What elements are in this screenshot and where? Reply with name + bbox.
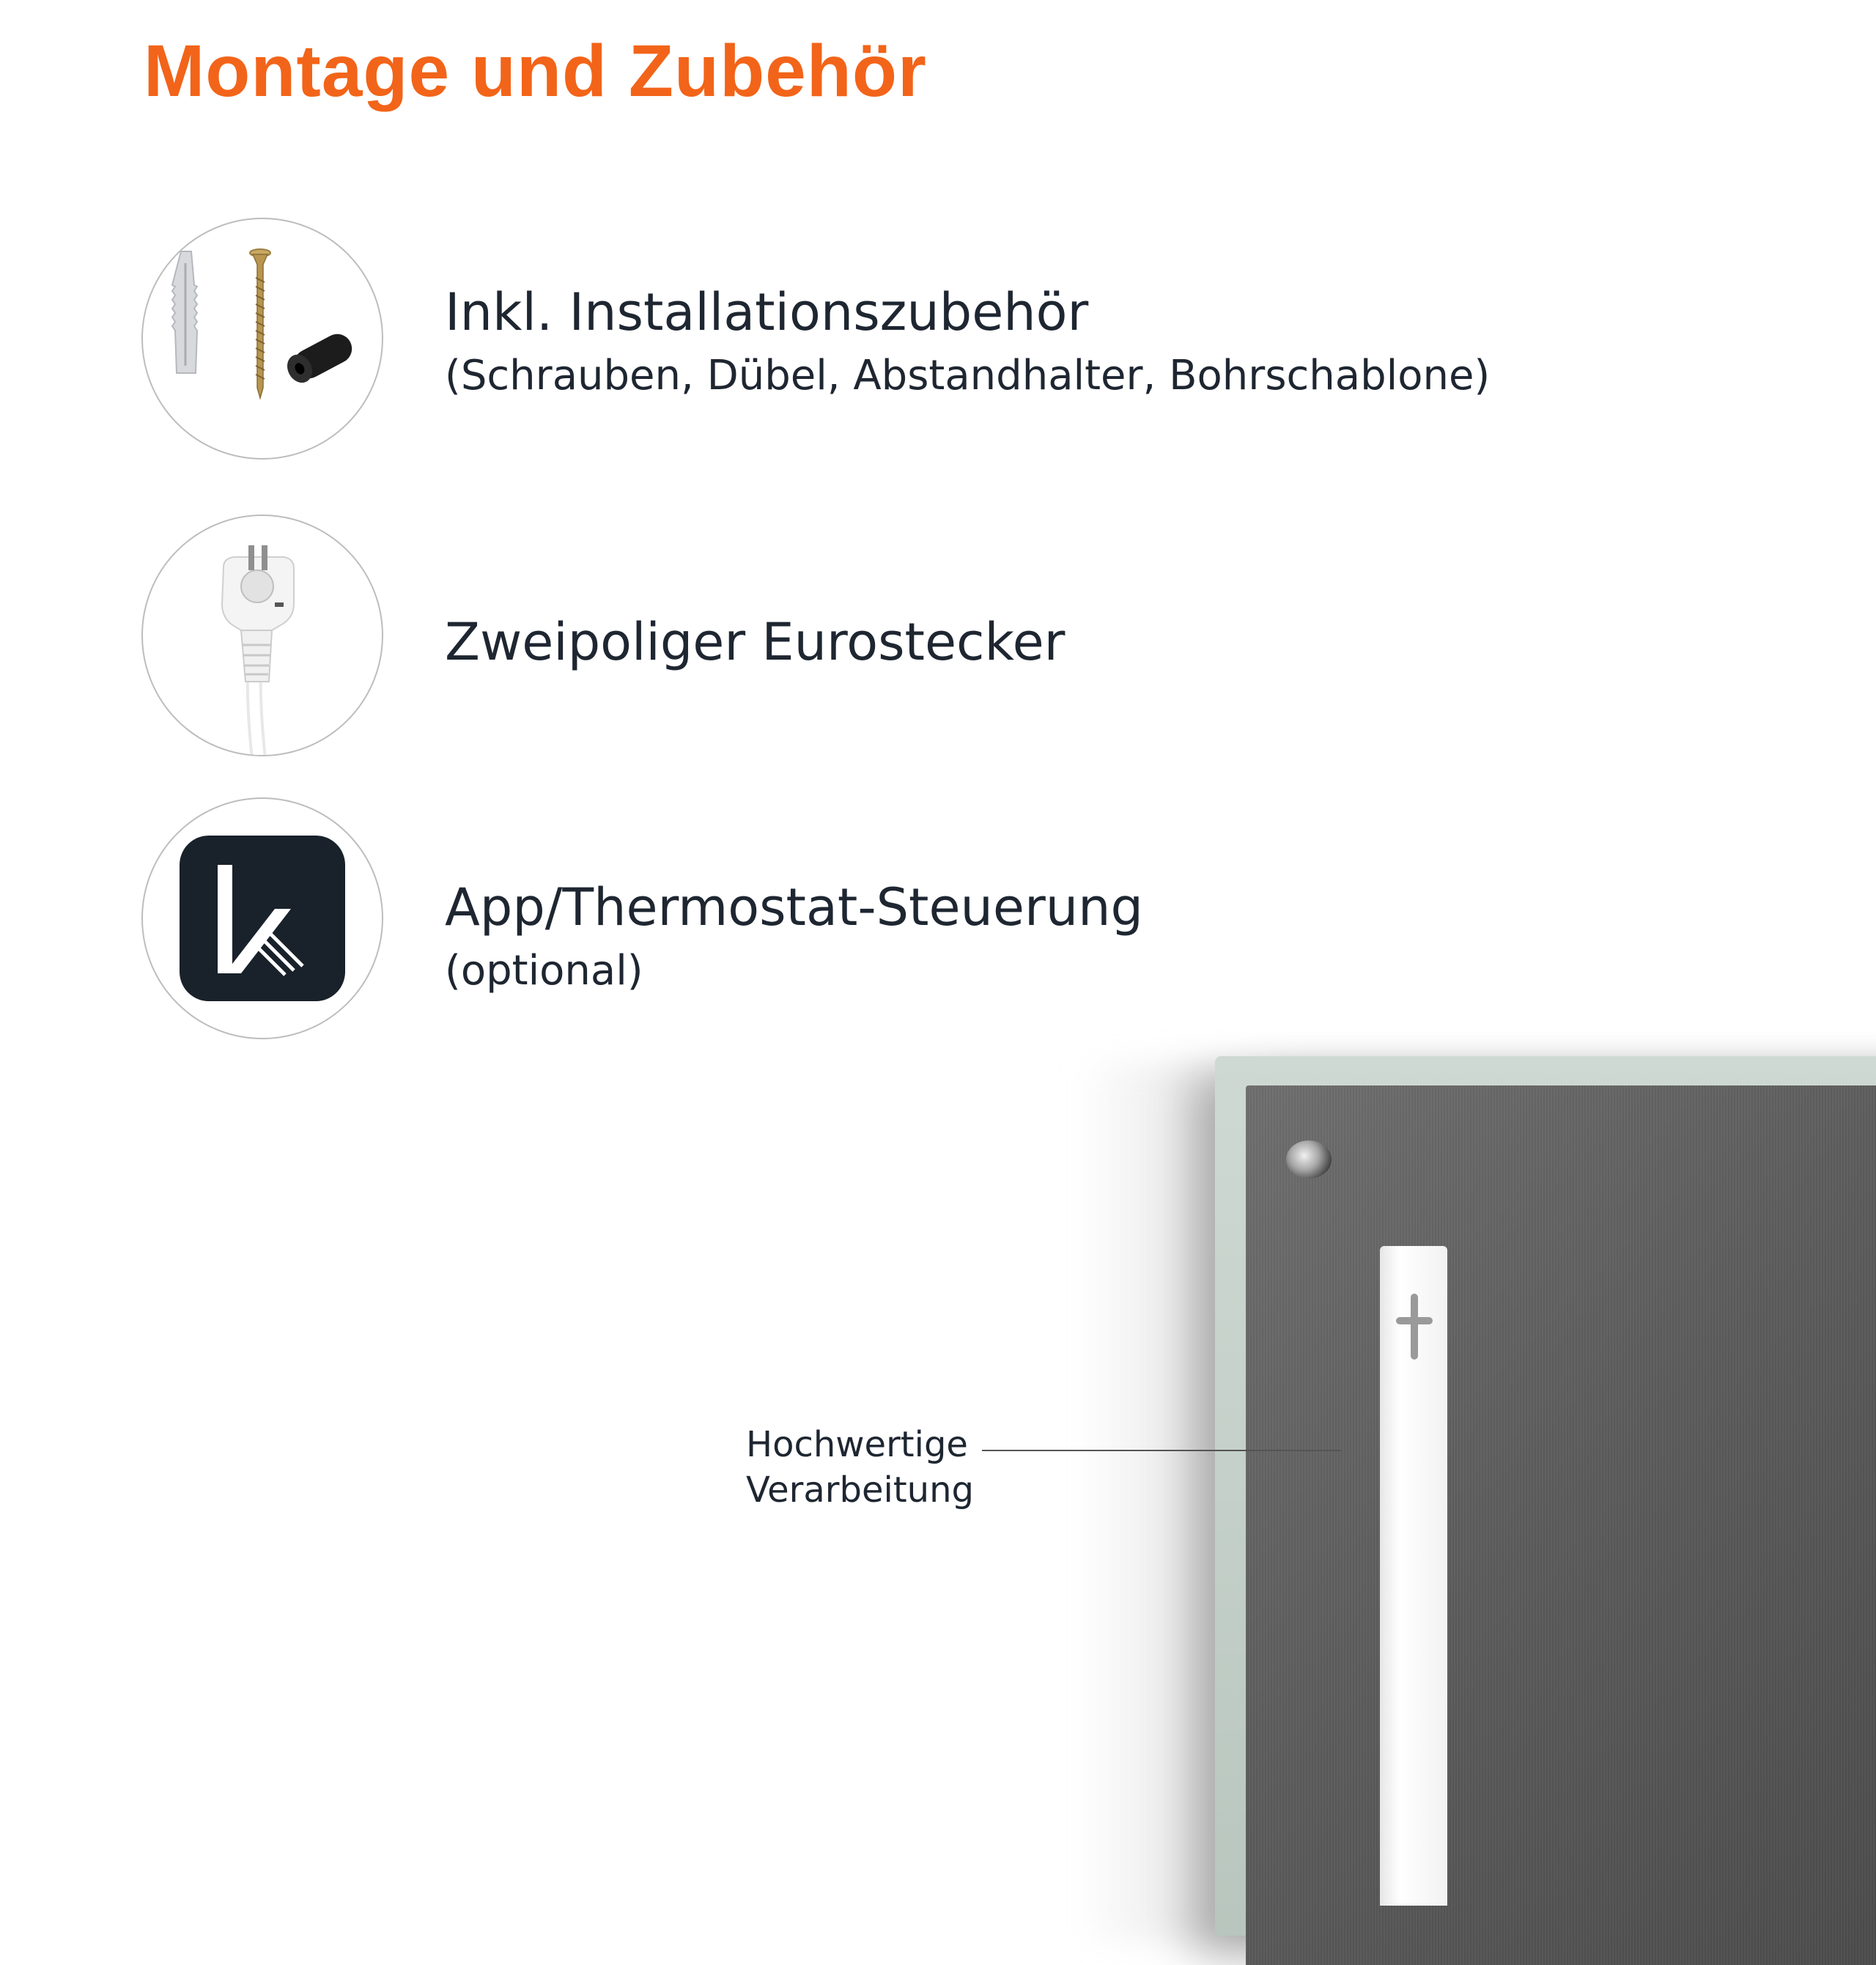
feature-3-icon-circle bbox=[141, 797, 383, 1039]
feature-1-subtitle: (Schrauben, Dübel, Abstandhalter, Bohrschablone) bbox=[445, 352, 1491, 399]
screws-dowels-icon bbox=[143, 219, 382, 458]
feature-2-icon-circle bbox=[141, 515, 383, 756]
feature-1-icon-circle bbox=[141, 218, 383, 460]
rail-cross-slot-icon bbox=[1392, 1286, 1436, 1367]
app-logo-icon bbox=[143, 799, 382, 1038]
feature-1-title: Inkl. Installationszubehör bbox=[445, 282, 1089, 342]
feature-2-title: Zweipoliger Eurostecker bbox=[445, 612, 1066, 672]
feature-3-subtitle: (optional) bbox=[445, 947, 643, 995]
callout-line bbox=[982, 1450, 1341, 1451]
heater-panel-back bbox=[1246, 1085, 1876, 1965]
mounting-bolt bbox=[1286, 1140, 1332, 1179]
page-title: Montage und Zubehör bbox=[144, 30, 927, 112]
callout-line-2: Verarbeitung bbox=[746, 1470, 974, 1511]
callout-line-1: Hochwertige bbox=[746, 1424, 968, 1465]
callout-label bbox=[746, 1422, 974, 1513]
feature-3-title: App/Thermostat-Steuerung bbox=[445, 877, 1143, 937]
euro-plug-icon bbox=[143, 516, 382, 755]
